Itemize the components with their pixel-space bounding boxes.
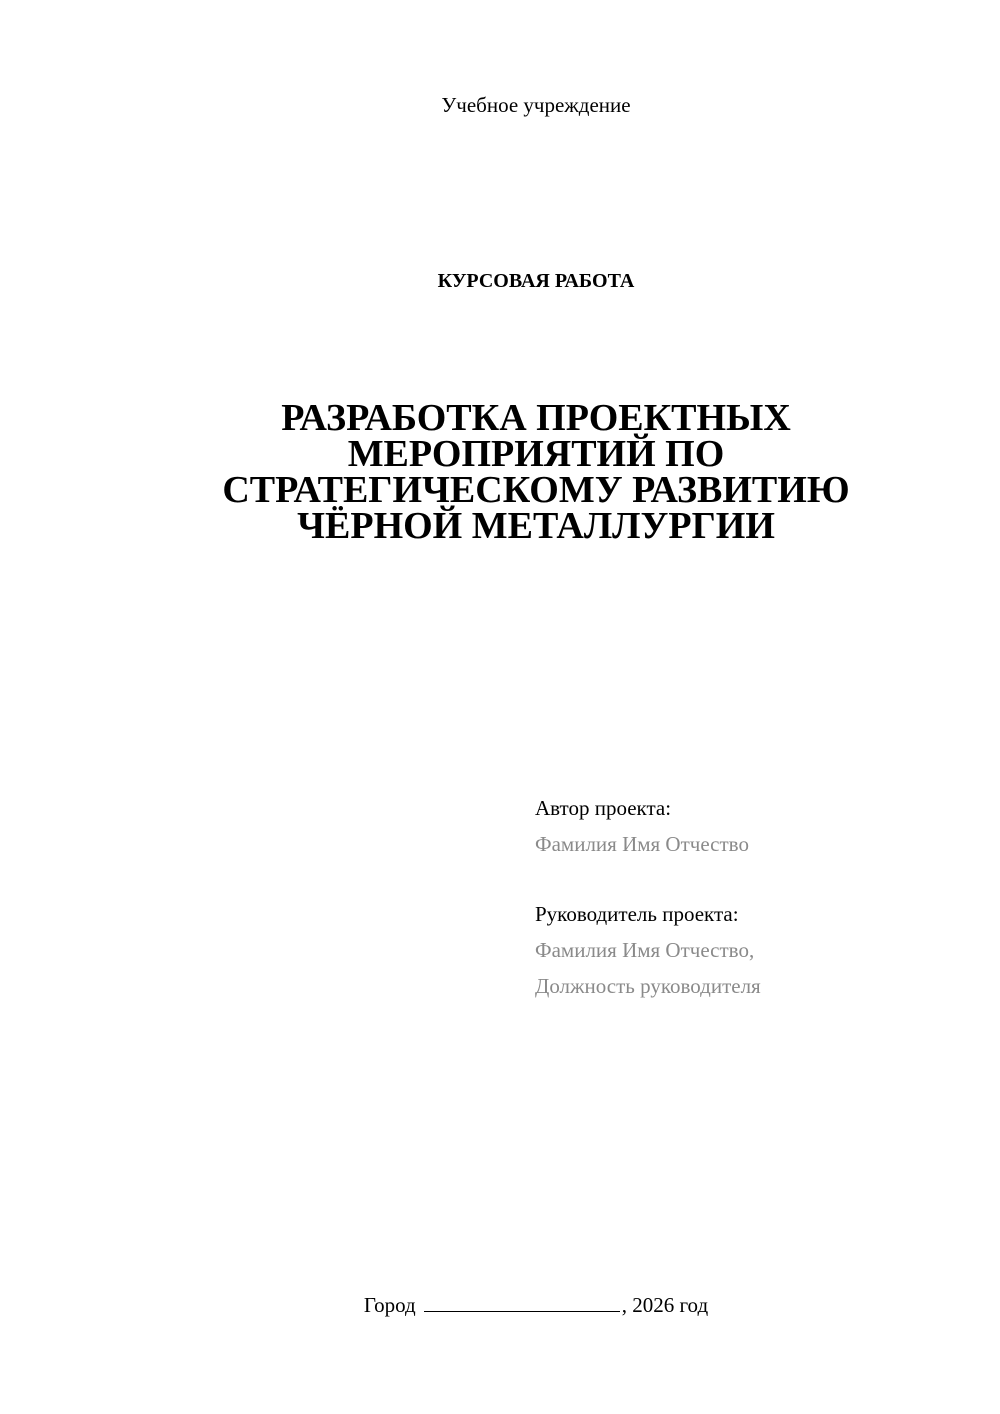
city-blank-line	[424, 1291, 620, 1312]
author-name: Фамилия Имя Отчество	[535, 832, 749, 856]
title-line-2: МЕРОПРИЯТИЙ ПО	[347, 433, 725, 475]
year-label: , 2026 год	[621, 1293, 709, 1317]
title-line-3: СТРАТЕГИЧЕСКОМУ РАЗВИТИЮ	[222, 469, 850, 511]
supervisor-name: Фамилия Имя Отчество,	[535, 938, 755, 962]
supervisor-position: Должность руководителя	[535, 974, 761, 998]
author-supervisor-block	[535, 790, 975, 1004]
supervisor-label: Руководитель проекта:	[535, 902, 739, 926]
title-line-1: РАЗРАБОТКА ПРОЕКТНЫХ	[281, 397, 791, 439]
title-line-4: ЧЁРНОЙ МЕТАЛЛУРГИИ	[297, 505, 775, 547]
block-spacer	[535, 862, 975, 896]
work-type-heading: КУРСОВАЯ РАБОТА	[437, 270, 635, 292]
institution-name: Учебное учреждение	[441, 93, 631, 117]
author-label: Автор проекта:	[535, 796, 672, 820]
city-year-line	[0, 1291, 1000, 1319]
city-label: Город	[363, 1293, 416, 1317]
document-title	[170, 397, 902, 547]
